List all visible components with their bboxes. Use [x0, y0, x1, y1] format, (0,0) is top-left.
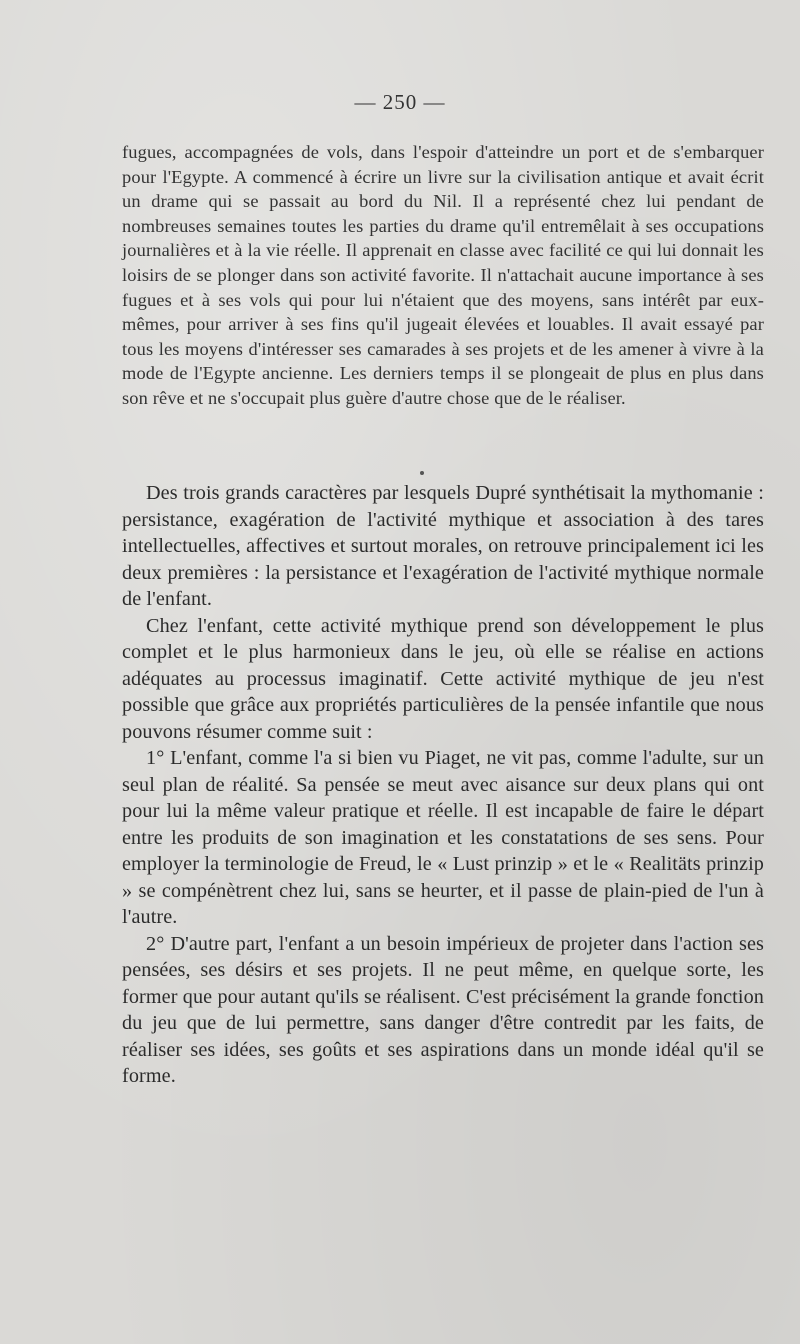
paragraph-point-1: 1° L'enfant, comme l'a si bien vu Piaget, ne vit pas, comme l'adulte, sur un seul plan de réalité. Sa pensée se meut avec aisance sur deux plans qui ont pour lui la même valeur pratique et réelle. Il est incapable de faire le départ entre les produits de son imagination et les constatations de ses sens. Pour employer la terminologie de Freud, le « Lust prinzip » et le « Realitäts prinzip » se compénètrent chez lui, sans se heurter, et il passe de plain-pied de l'un à l'autre.	[122, 747, 764, 928]
case-paragraph: fugues, accompagnées de vols, dans l'espoir d'atteindre un port et de s'embarquer pour l'Egypte. A commencé à écrire un livre sur la civilisation antique et avait écrit un drame qui se passait au bord du Nil. Il a représenté chez lui pendant de nombreuses semaines toutes les parties du drame qu'il entremêlait à ses occupations journalières et à la vie réelle. Il apprenait en classe avec facilité ce qui lui donnait les loisirs de se plonger dans son activité favorite. Il n'attachait aucune importance à ses fugues et à ses vols qui pour lui n'étaient que des moyens, sans intérêt par eux-mêmes, pour arriver à ses fins qu'il jugeait élevées et louables. Il avait essayé par tous les moyens d'intéresser ses camarades à ses projets et de les amener à vivre à la mode de l'Egypte ancienne. Les derniers temps il se plongeait de plus en plus dans son rêve et ne s'occupait plus guère d'autre chose que de le réaliser.	[122, 142, 764, 408]
paragraph-child-activity: Chez l'enfant, cette activité mythique prend son développement le plus complet et le plus harmonieux dans le jeu, où elle se réalise en actions adéquates au processus imaginatif. Cette activité mythique de jeu n'est possible que grâce aux propriétés particulières de la pensée infantile que nous pouvons résumer comme suit :	[122, 614, 764, 743]
paragraph-point-2: 2° D'autre part, l'enfant a un besoin impérieux de projeter dans l'action ses pensées, ses désirs et ses projets. Il ne peut même, en quelque sorte, les former que pour autant qu'ils se réalisent. C'est précisément la grande fonction du jeu que de lui permettre, sans danger d'être contredit par les faits, de réaliser ses idées, ses goûts et ses aspirations dans un monde idéal qu'il se forme.	[122, 932, 764, 1087]
page-number: — 250 —	[354, 90, 446, 114]
paragraph-mythomania: Des trois grands caractères par lesquels Dupré synthétisait la mythomanie : persistance, exagération de l'activité mythique et association à des tares intellectuelles, affectives et surtout morales, on retrouve principalement ici les deux premières : la persistance et l'exagération de l'activité mythique normale de l'enfant.	[122, 482, 764, 610]
case-description	[122, 140, 764, 411]
section-separator-dot	[420, 471, 424, 475]
main-text	[122, 480, 764, 1090]
